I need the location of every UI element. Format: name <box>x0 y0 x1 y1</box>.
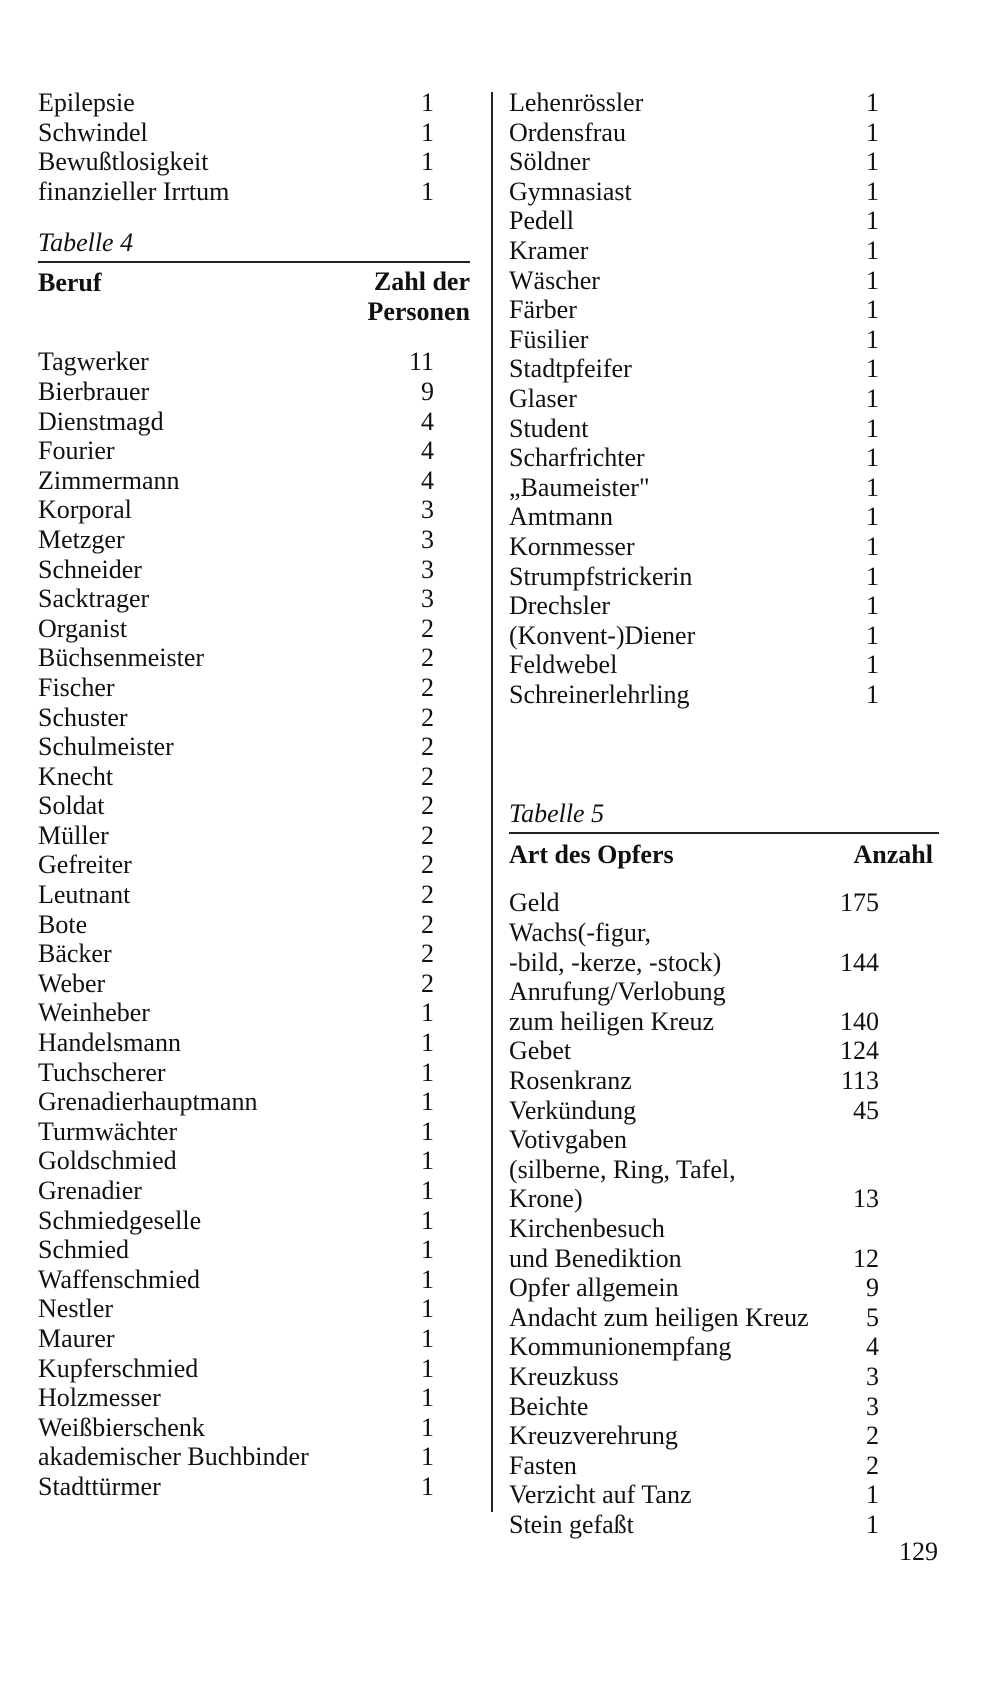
row-label: Sacktrager <box>38 584 150 614</box>
row-value: 1 <box>421 1383 434 1413</box>
row-value: 3 <box>866 1391 879 1421</box>
table4-header-beruf: Beruf <box>38 268 102 298</box>
table-row <box>509 1421 939 1451</box>
row-label: Schreinerlehrling <box>509 679 690 709</box>
row-label: Strumpfstrickerin <box>509 561 693 591</box>
row-label: Füsilier <box>509 324 589 354</box>
row-label: Bäcker <box>38 939 112 969</box>
row-label: Goldschmied <box>38 1146 177 1176</box>
table-row <box>38 1206 470 1236</box>
row-label: Geld <box>509 888 560 918</box>
table-row <box>509 1480 939 1510</box>
row-value: 1 <box>421 1057 434 1087</box>
table-row <box>509 650 939 680</box>
table-row <box>509 1036 939 1066</box>
row-label: Tagwerker <box>38 347 149 377</box>
table5-header-art: Art des Opfers <box>509 840 674 870</box>
row-label: Stadtpfeifer <box>509 354 632 384</box>
row-value: 2 <box>421 820 434 850</box>
row-value: 175 <box>840 888 879 918</box>
row-value: 1 <box>866 620 879 650</box>
table-row <box>38 1413 470 1443</box>
row-label: Tuchscherer <box>38 1057 166 1087</box>
table4-body-continued <box>509 88 939 709</box>
row-label: Soldat <box>38 791 105 821</box>
row-value: 1 <box>421 1205 434 1235</box>
table-row <box>38 1294 470 1324</box>
row-value: 1 <box>866 531 879 561</box>
table-row <box>38 1146 470 1176</box>
table-row <box>38 1235 470 1265</box>
row-label: (silberne, Ring, Tafel, <box>509 1154 736 1184</box>
row-value: 13 <box>853 1184 879 1214</box>
row-label: Büchsenmeister <box>38 643 205 673</box>
row-label: und Benediktion <box>509 1243 682 1273</box>
row-label: „Baumeister" <box>509 472 650 502</box>
table-row <box>509 888 939 918</box>
row-value: 2 <box>421 850 434 880</box>
row-value: 2 <box>866 1450 879 1480</box>
row-value: 1 <box>866 383 879 413</box>
right-column <box>509 88 939 1540</box>
row-label: zum heiligen Kreuz <box>509 1006 715 1036</box>
row-value: 1 <box>421 1353 434 1383</box>
table-row <box>38 880 470 910</box>
row-label: Kornmesser <box>509 531 635 561</box>
table-row <box>38 147 470 177</box>
row-value: 9 <box>866 1273 879 1303</box>
table-row <box>509 918 939 948</box>
table-row <box>38 1176 470 1206</box>
table-row <box>509 1214 939 1244</box>
row-value: 1 <box>421 1235 434 1265</box>
row-label: akademischer Buchbinder <box>38 1442 309 1472</box>
row-label: finanzieller Irrtum <box>38 176 230 206</box>
table4-header-count-line1: Zahl der <box>373 267 470 297</box>
row-label: Nestler <box>38 1294 114 1324</box>
table-row <box>38 939 470 969</box>
row-label: Turmwächter <box>38 1116 178 1146</box>
table-row <box>38 1117 470 1147</box>
row-value: 2 <box>866 1421 879 1451</box>
row-value: 1 <box>866 591 879 621</box>
table-row <box>38 1442 470 1472</box>
table5-body <box>509 888 939 1539</box>
row-value: 1 <box>421 998 434 1028</box>
table-row <box>509 1510 939 1540</box>
row-label: Grenadier <box>38 1176 142 1205</box>
row-label: Stadttürmer <box>38 1471 161 1501</box>
row-label: Weber <box>38 968 106 998</box>
row-value: 1 <box>866 1509 879 1539</box>
row-value: 140 <box>840 1006 879 1036</box>
table-row <box>38 1087 470 1117</box>
table-row <box>509 236 939 266</box>
table-row <box>38 1028 470 1058</box>
table-row <box>509 88 939 118</box>
table-row <box>38 791 470 821</box>
table-row <box>38 1383 470 1413</box>
row-value: 3 <box>421 495 434 525</box>
row-value: 5 <box>866 1302 879 1332</box>
row-label: Stein gefaßt <box>509 1509 634 1539</box>
row-value: 2 <box>421 613 434 643</box>
table-row <box>509 1007 939 1037</box>
table-row <box>38 1324 470 1354</box>
table-row <box>509 118 939 148</box>
table-row <box>509 1303 939 1333</box>
row-value: 1 <box>866 88 879 117</box>
table4-header-count <box>367 267 470 327</box>
table-row <box>38 762 470 792</box>
row-value: 1 <box>421 1412 434 1442</box>
row-value: 1 <box>866 354 879 384</box>
table-row <box>38 673 470 703</box>
row-label: Wachs(-figur, <box>509 918 651 948</box>
row-value: 1 <box>421 1471 434 1501</box>
column-divider <box>491 92 493 1512</box>
row-label: Holzmesser <box>38 1383 161 1413</box>
row-value: 144 <box>840 947 879 977</box>
row-value: 1 <box>421 1442 434 1472</box>
row-value: 1 <box>421 1087 434 1117</box>
row-label: Verzicht auf Tanz <box>509 1480 692 1510</box>
row-value: 1 <box>866 295 879 325</box>
row-value: 4 <box>421 406 434 436</box>
row-label: Kupferschmied <box>38 1353 199 1383</box>
row-label: Andacht zum heiligen Kreuz <box>509 1302 809 1332</box>
table4-header-count-line2: Personen <box>367 297 470 327</box>
table-row <box>509 1184 939 1214</box>
row-value: 1 <box>866 443 879 473</box>
row-label: Fasten <box>509 1450 577 1480</box>
row-label: Drechsler <box>509 591 611 621</box>
row-value: 1 <box>421 1294 434 1324</box>
row-value: 1 <box>421 1146 434 1176</box>
table-row <box>509 680 939 710</box>
row-label: Votivgaben <box>509 1125 627 1155</box>
table-row <box>38 850 470 880</box>
row-label: Weißbierschenk <box>38 1412 205 1442</box>
row-value: 4 <box>421 465 434 495</box>
table-row <box>509 384 939 414</box>
left-column <box>38 88 470 1502</box>
row-value: 11 <box>408 347 434 377</box>
table-row <box>38 910 470 940</box>
row-label: Anrufung/Verlobung <box>509 977 726 1007</box>
row-label: Rosenkranz <box>509 1066 632 1096</box>
table-row <box>38 584 470 614</box>
row-label: Schuster <box>38 702 128 732</box>
row-label: Kommunionempfang <box>509 1332 732 1362</box>
table-row <box>509 295 939 325</box>
table-row <box>509 562 939 592</box>
row-value: 1 <box>866 176 879 206</box>
table-row <box>38 88 470 118</box>
row-value: 45 <box>853 1095 879 1125</box>
row-value: 1 <box>421 1264 434 1294</box>
row-value: 3 <box>421 554 434 584</box>
row-value: 2 <box>421 880 434 910</box>
row-label: Maurer <box>38 1323 115 1353</box>
row-value: 2 <box>421 702 434 732</box>
table3-continued <box>38 88 470 206</box>
row-label: Bierbrauer <box>38 376 150 406</box>
table-row <box>38 377 470 407</box>
row-label: Lehenrössler <box>509 88 644 117</box>
table5-caption: Tabelle 5 <box>509 799 605 829</box>
table5-header <box>509 838 939 876</box>
table-row <box>509 473 939 503</box>
row-value: 1 <box>421 147 434 177</box>
table-row <box>509 1392 939 1422</box>
row-label: Handelsmann <box>38 1028 181 1058</box>
row-label: Gebet <box>509 1036 572 1066</box>
row-label: Weinheber <box>38 998 150 1028</box>
row-value: 3 <box>866 1361 879 1391</box>
row-value: 12 <box>853 1243 879 1273</box>
table-row <box>509 1066 939 1096</box>
table-row <box>38 495 470 525</box>
table-row <box>509 591 939 621</box>
row-value: 1 <box>421 1116 434 1146</box>
row-value: 2 <box>421 968 434 998</box>
row-label: Opfer allgemein <box>509 1273 679 1303</box>
row-label: Waffenschmied <box>38 1264 201 1294</box>
table-row <box>38 1472 470 1502</box>
table-row <box>509 206 939 236</box>
row-value: 1 <box>866 413 879 443</box>
row-label: Gefreiter <box>38 850 132 880</box>
row-label: Söldner <box>509 147 590 177</box>
row-label: Bote <box>38 909 88 939</box>
row-value: 1 <box>866 235 879 265</box>
row-value: 1 <box>866 324 879 354</box>
table-row <box>509 1244 939 1274</box>
table-row <box>38 177 470 207</box>
table-row <box>509 147 939 177</box>
row-value: 1 <box>421 88 434 117</box>
row-label: Grenadierhauptmann <box>38 1087 258 1117</box>
table-row <box>509 1362 939 1392</box>
table4-header <box>38 267 470 337</box>
row-value: 3 <box>421 524 434 554</box>
table-row <box>38 525 470 555</box>
table-row <box>509 621 939 651</box>
row-value: 2 <box>421 791 434 821</box>
table-row <box>38 1058 470 1088</box>
table-row <box>38 643 470 673</box>
row-value: 4 <box>421 436 434 466</box>
table-row <box>38 614 470 644</box>
row-label: Amtmann <box>509 502 613 532</box>
row-value: 2 <box>421 643 434 673</box>
row-label: Krone) <box>509 1184 583 1214</box>
table-row <box>509 1332 939 1362</box>
table-row <box>38 732 470 762</box>
row-label: Bewußtlosigkeit <box>38 147 209 177</box>
table-row <box>38 347 470 377</box>
row-value: 1 <box>421 176 434 206</box>
row-value: 2 <box>421 909 434 939</box>
row-label: Müller <box>38 820 109 850</box>
row-value: 2 <box>421 732 434 762</box>
row-label: Pedell <box>509 206 574 236</box>
row-label: Ordensfrau <box>509 117 626 147</box>
row-label: Glaser <box>509 383 577 413</box>
row-label: Fourier <box>38 436 115 466</box>
table5-header-anzahl: Anzahl <box>853 840 933 870</box>
table-row <box>509 1273 939 1303</box>
table-row <box>509 977 939 1007</box>
row-value: 113 <box>840 1066 879 1096</box>
table-row <box>38 555 470 585</box>
table-row <box>509 1096 939 1126</box>
row-value: 2 <box>421 939 434 969</box>
row-label: -bild, -kerze, -stock) <box>509 947 722 977</box>
table4-body <box>38 347 470 1501</box>
row-label: Kirchenbesuch <box>509 1214 665 1243</box>
row-label: Scharfrichter <box>509 443 645 473</box>
row-value: 2 <box>421 672 434 702</box>
table-row <box>38 407 470 437</box>
row-value: 1 <box>866 1480 879 1510</box>
table-row <box>38 118 470 148</box>
row-value: 3 <box>421 584 434 614</box>
row-label: Organist <box>38 613 128 643</box>
row-value: 1 <box>866 561 879 591</box>
page-number: 129 <box>899 1537 938 1566</box>
row-value: 1 <box>866 679 879 709</box>
row-value: 1 <box>421 1176 434 1205</box>
table-row <box>38 466 470 496</box>
row-value: 1 <box>866 206 879 236</box>
table-row <box>509 325 939 355</box>
row-value: 1 <box>421 1323 434 1353</box>
table-row <box>509 1125 939 1155</box>
table-row <box>38 998 470 1028</box>
row-label: Schmiedgeselle <box>38 1205 202 1235</box>
row-value: 2 <box>421 761 434 791</box>
row-label: Knecht <box>38 761 114 791</box>
table-row <box>38 969 470 999</box>
row-label: Beichte <box>509 1391 589 1421</box>
row-label: Student <box>509 413 589 443</box>
row-value: 124 <box>840 1036 879 1066</box>
row-label: Färber <box>509 295 577 325</box>
row-label: Leutnant <box>38 880 131 910</box>
table-row <box>509 502 939 532</box>
table5-top-rule <box>509 832 939 834</box>
table-row <box>509 1155 939 1185</box>
table-row <box>509 266 939 296</box>
row-value: 1 <box>866 147 879 177</box>
row-label: (Konvent-)Diener <box>509 620 696 650</box>
row-value: 1 <box>421 117 434 147</box>
table-row <box>38 436 470 466</box>
row-label: Gymnasiast <box>509 176 632 206</box>
row-label: Zimmermann <box>38 465 180 495</box>
table-row <box>509 443 939 473</box>
table-row <box>509 948 939 978</box>
table-row <box>509 354 939 384</box>
row-value: 9 <box>421 376 434 406</box>
row-label: Verkündung <box>509 1095 637 1125</box>
row-label: Schmied <box>38 1235 129 1265</box>
row-value: 1 <box>866 502 879 532</box>
table-row <box>509 1451 939 1481</box>
row-label: Fischer <box>38 672 115 702</box>
row-label: Schneider <box>38 554 142 584</box>
table-row <box>38 1265 470 1295</box>
row-value: 1 <box>421 1028 434 1058</box>
row-label: Feldwebel <box>509 650 618 680</box>
table-row <box>509 414 939 444</box>
row-value: 4 <box>866 1332 879 1362</box>
table-row <box>38 1354 470 1384</box>
row-label: Korporal <box>38 495 132 525</box>
row-label: Kreuzkuss <box>509 1361 619 1391</box>
table4-caption: Tabelle 4 <box>38 228 134 258</box>
row-label: Wäscher <box>509 265 600 295</box>
row-value: 1 <box>866 117 879 147</box>
table-row <box>38 821 470 851</box>
row-label: Epilepsie <box>38 88 135 117</box>
row-value: 1 <box>866 265 879 295</box>
row-label: Metzger <box>38 524 125 554</box>
table-row <box>38 703 470 733</box>
row-label: Schulmeister <box>38 732 174 762</box>
row-label: Schwindel <box>38 117 148 147</box>
row-label: Kreuzverehrung <box>509 1421 678 1451</box>
row-value: 1 <box>866 472 879 502</box>
table4-top-rule <box>38 261 470 263</box>
row-label: Kramer <box>509 235 589 265</box>
table-row <box>509 532 939 562</box>
row-label: Dienstmagd <box>38 406 164 436</box>
row-value: 1 <box>866 650 879 680</box>
table-row <box>509 177 939 207</box>
